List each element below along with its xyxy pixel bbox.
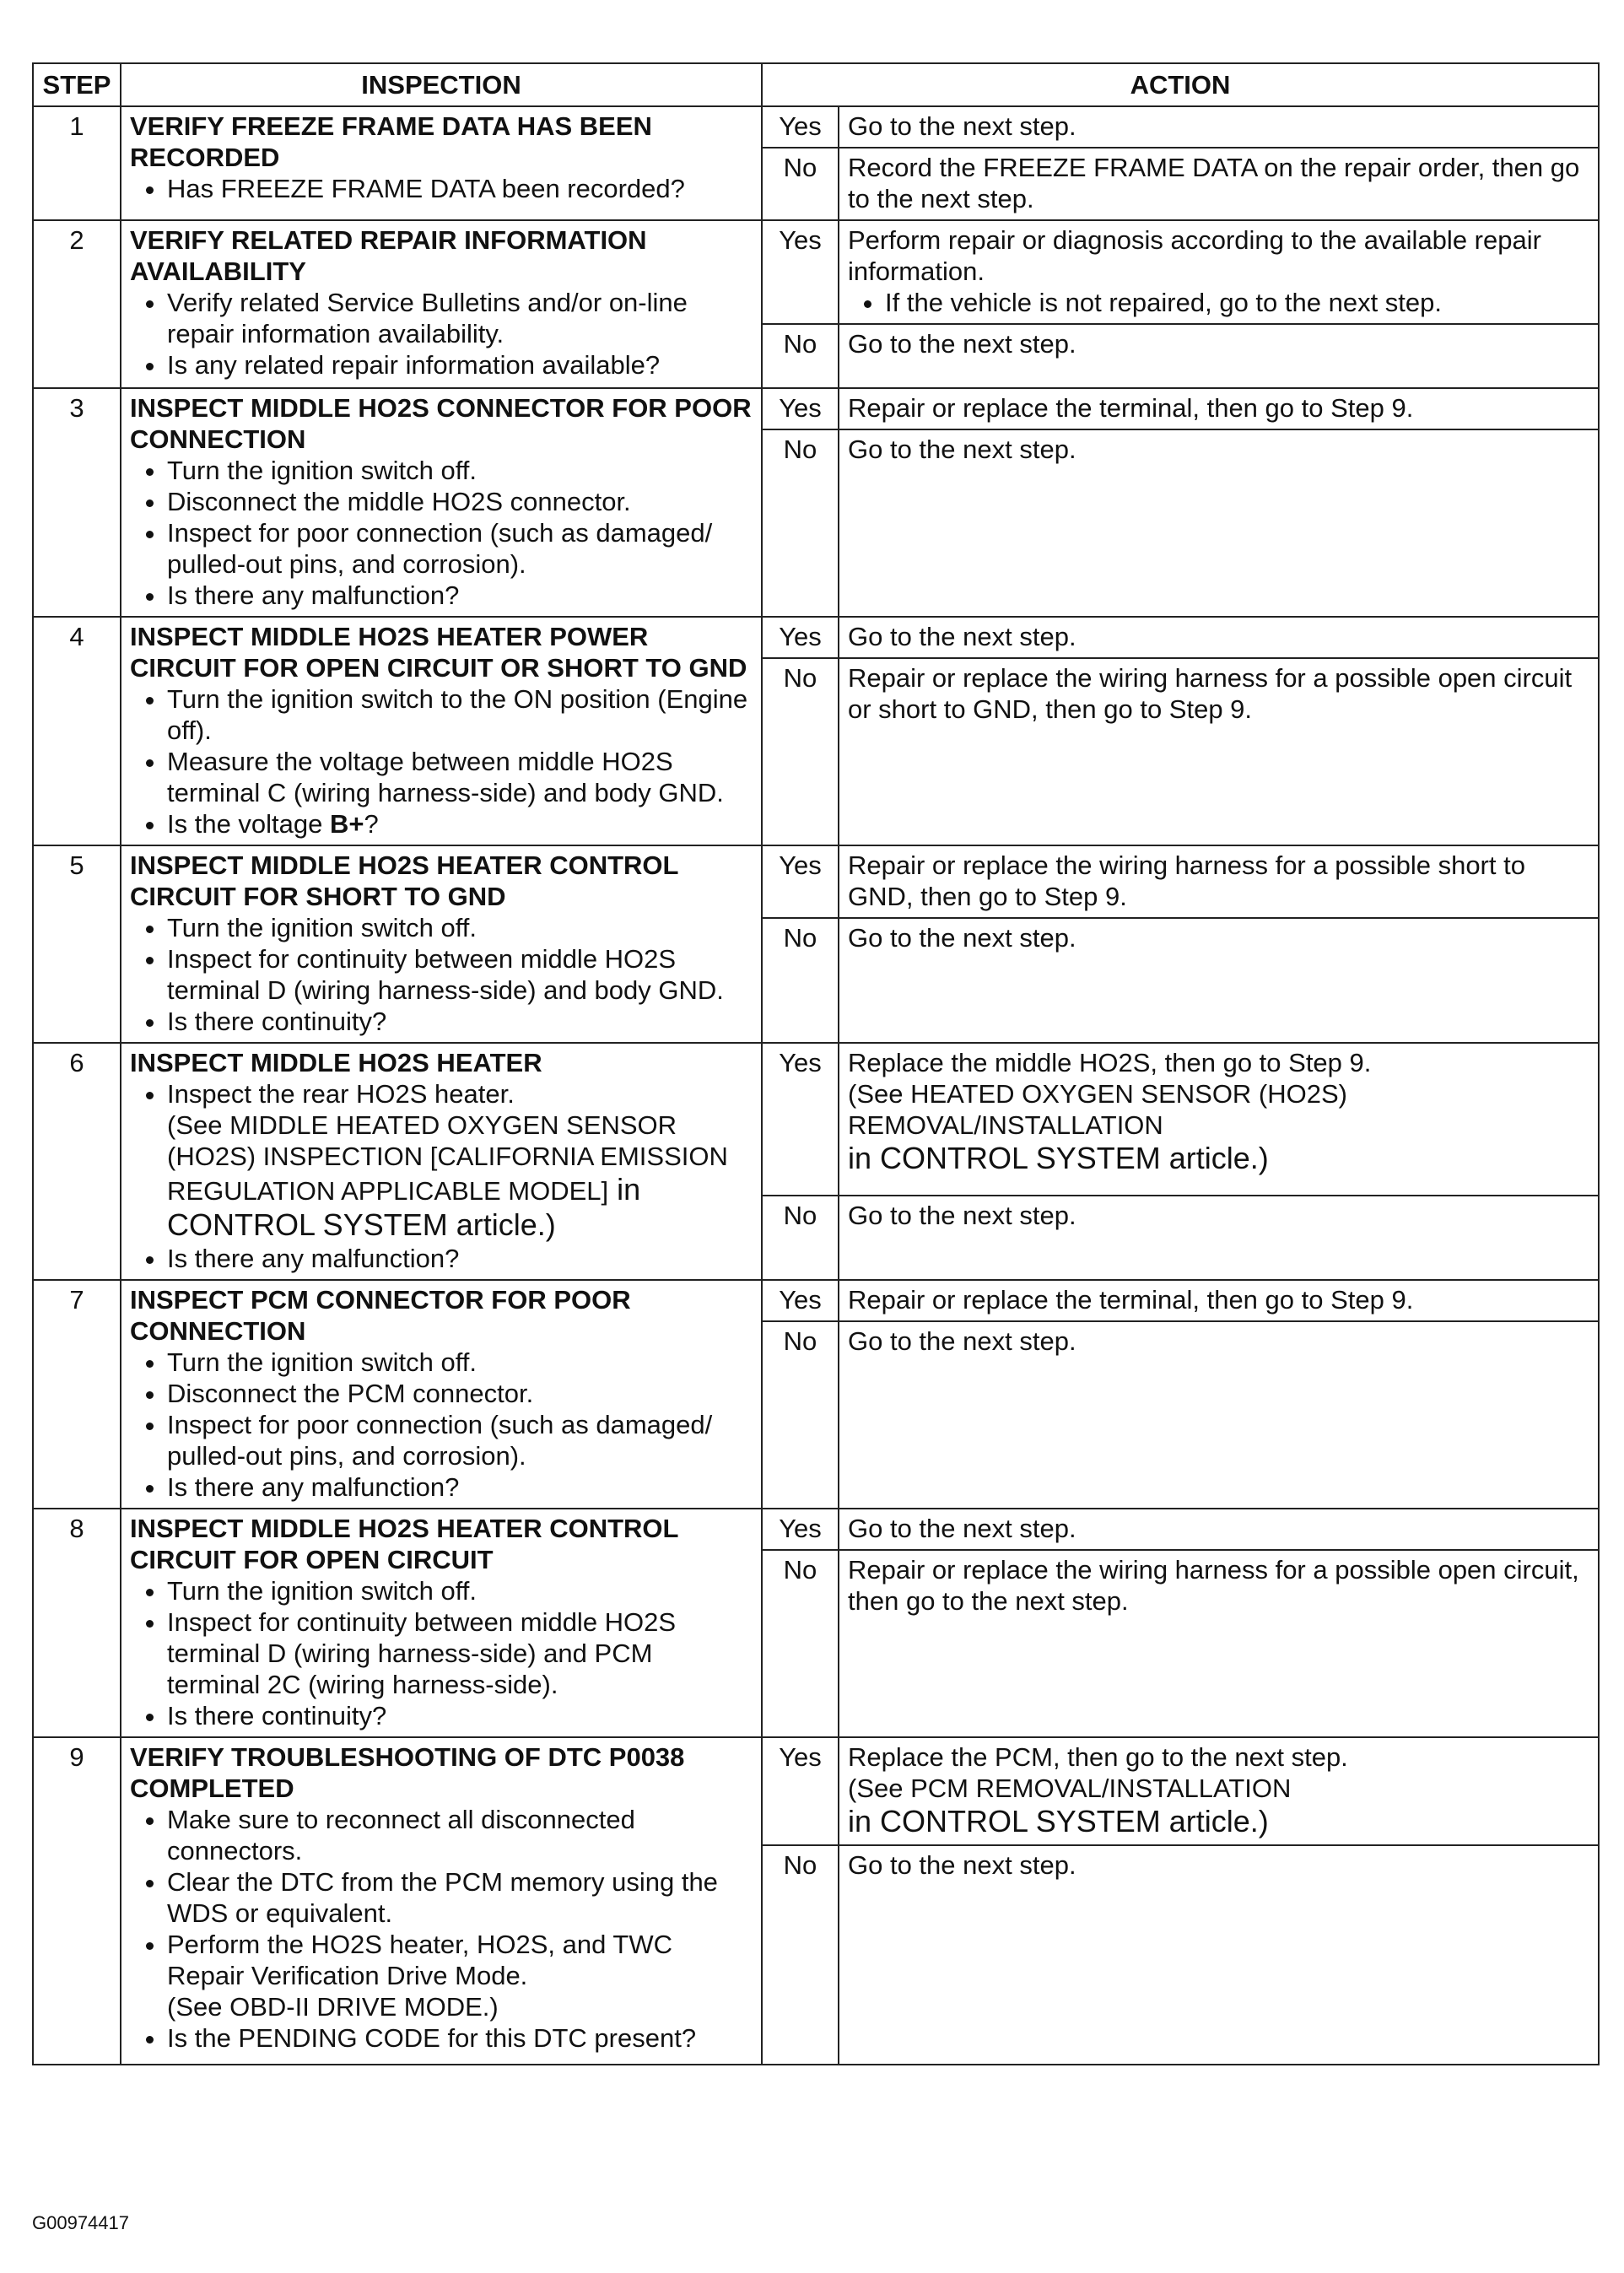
table-row (33, 1737, 1599, 1845)
inspection-item-bold: B+ (330, 809, 364, 839)
inspection-item: • Inspect for poor connection (such as damaged/ pulled-out pins, and corrosion). (167, 517, 753, 580)
yes-action: Repair or replace the terminal, then go to Step 9. (839, 1280, 1599, 1321)
no-action: Go to the next step. (839, 429, 1599, 617)
yes-action-list (848, 287, 1589, 318)
step-number: 1 (33, 106, 121, 220)
inspection-item-suffix: ? (364, 809, 379, 839)
yes-action-item: • If the vehicle is not repaired, go to the next step. (885, 287, 1589, 318)
inspection-item: • Is there continuity? (167, 1006, 753, 1037)
inspection-item: • Is there any malfunction? (167, 580, 753, 611)
inspection-item (167, 1078, 753, 1243)
inspection-item: • Turn the ignition switch off. (167, 912, 753, 943)
no-action: Go to the next step. (839, 324, 1599, 388)
inspection-cell (121, 617, 762, 845)
no-action: Go to the next step. (839, 1321, 1599, 1509)
inspection-item: • Clear the DTC from the PCM memory using the WDS or equivalent. (167, 1866, 753, 1929)
yes-action: Repair or replace the wiring harness for a possible short to GND, then go to Step 9. (839, 845, 1599, 918)
yes-label: Yes (762, 845, 839, 918)
step-number: 8 (33, 1509, 121, 1737)
table-row (33, 845, 1599, 918)
yes-label: Yes (762, 220, 839, 324)
inspection-item: • Turn the ignition switch off. (167, 1347, 753, 1378)
table-row (33, 1509, 1599, 1550)
inspection-cell (121, 1509, 762, 1737)
inspection-list (130, 1078, 753, 1274)
yes-action-text: Replace the middle HO2S, then go to Step 9. (848, 1048, 1372, 1077)
inspection-item: • Is there continuity? (167, 1700, 753, 1731)
figure-code: G00974417 (32, 2212, 129, 2233)
yes-action (839, 1737, 1599, 1845)
inspection-cell (121, 1043, 762, 1280)
yes-action: Go to the next step. (839, 1509, 1599, 1550)
inspection-title: INSPECT MIDDLE HO2S HEATER (130, 1048, 542, 1077)
step-number: 4 (33, 617, 121, 845)
inspection-list (130, 455, 753, 611)
yes-action-article: in CONTROL SYSTEM article.) (848, 1141, 1269, 1175)
no-label: No (762, 1196, 839, 1280)
no-action: Go to the next step. (839, 1196, 1599, 1280)
inspection-title: INSPECT MIDDLE HO2S CONNECTOR FOR POOR CONNECTION (130, 393, 752, 454)
table-row (33, 1280, 1599, 1321)
table-row (33, 106, 1599, 148)
inspection-cell (121, 388, 762, 617)
inspection-list (130, 1347, 753, 1503)
no-action: Repair or replace the wiring harness for a possible open circuit or short to GND, then go to Step 9. (839, 658, 1599, 845)
no-action: Go to the next step. (839, 918, 1599, 1043)
inspection-item: • Turn the ignition switch off. (167, 455, 753, 486)
header-step: STEP (33, 63, 121, 106)
no-label: No (762, 658, 839, 845)
step-number: 7 (33, 1280, 121, 1509)
inspection-title: INSPECT MIDDLE HO2S HEATER CONTROL CIRCUIT FOR SHORT TO GND (130, 850, 678, 911)
inspection-item: • Has FREEZE FRAME DATA been recorded? (167, 173, 753, 204)
yes-label: Yes (762, 617, 839, 658)
inspection-cell (121, 1280, 762, 1509)
no-label: No (762, 918, 839, 1043)
inspection-item: • Measure the voltage between middle HO2S terminal C (wiring harness-side) and body GND. (167, 746, 753, 808)
no-action: Repair or replace the wiring harness for a possible open circuit, then go to the next step. (839, 1550, 1599, 1737)
no-action: Go to the next step. (839, 1845, 1599, 2065)
step-number: 6 (33, 1043, 121, 1280)
inspection-item (167, 1929, 753, 2022)
yes-label: Yes (762, 106, 839, 148)
inspection-cell (121, 220, 762, 388)
yes-label: Yes (762, 1280, 839, 1321)
inspection-item-text: • Inspect the rear HO2S heater. (167, 1079, 515, 1109)
yes-action: Go to the next step. (839, 106, 1599, 148)
inspection-title: INSPECT MIDDLE HO2S HEATER POWER CIRCUIT FOR OPEN CIRCUIT OR SHORT TO GND (130, 622, 747, 683)
inspection-item: • Inspect for continuity between middle HO2S terminal D (wiring harness-side) and body GND. (167, 943, 753, 1006)
inspection-item (167, 808, 753, 840)
no-label: No (762, 324, 839, 388)
inspection-item: • Is any related repair information available? (167, 349, 753, 381)
yes-label: Yes (762, 1737, 839, 1845)
inspection-list (130, 287, 753, 381)
table-row (33, 1043, 1599, 1196)
yes-label: Yes (762, 1509, 839, 1550)
inspection-title: VERIFY TROUBLESHOOTING OF DTC P0038 COMPLETED (130, 1742, 685, 1803)
yes-action-text: Perform repair or diagnosis according to the available repair information. (848, 225, 1541, 286)
no-label: No (762, 1550, 839, 1737)
inspection-item-text: • Perform the HO2S heater, HO2S, and TWC Repair Verification Drive Mode. (167, 1930, 673, 1990)
step-number: 2 (33, 220, 121, 388)
yes-action-article: in CONTROL SYSTEM article.) (848, 1804, 1269, 1838)
table-header-row (33, 63, 1599, 106)
inspection-title: INSPECT PCM CONNECTOR FOR POOR CONNECTION (130, 1285, 631, 1346)
inspection-cell (121, 845, 762, 1043)
header-inspection: INSPECTION (121, 63, 762, 106)
yes-action (839, 1043, 1599, 1196)
yes-action: Repair or replace the terminal, then go to Step 9. (839, 388, 1599, 429)
inspection-item: • Is the PENDING CODE for this DTC present? (167, 2022, 753, 2054)
no-label: No (762, 1845, 839, 2065)
inspection-list (130, 1575, 753, 1731)
inspection-title: VERIFY RELATED REPAIR INFORMATION AVAILABILITY (130, 225, 647, 286)
step-number: 5 (33, 845, 121, 1043)
inspection-list (130, 173, 753, 204)
inspection-item: • Turn the ignition switch off. (167, 1575, 753, 1606)
inspection-item: • Verify related Service Bulletins and/or on-line repair information availability. (167, 287, 753, 349)
yes-label: Yes (762, 1043, 839, 1196)
inspection-item: • Turn the ignition switch to the ON position (Engine off). (167, 683, 753, 746)
no-label: No (762, 429, 839, 617)
no-label: No (762, 1321, 839, 1509)
yes-label: Yes (762, 388, 839, 429)
inspection-item-reference: (See OBD-II DRIVE MODE.) (167, 1992, 499, 2022)
inspection-list (130, 683, 753, 840)
yes-action-text: Replace the PCM, then go to the next step. (848, 1742, 1348, 1772)
inspection-item: • Disconnect the PCM connector. (167, 1378, 753, 1409)
reference-text: (See MIDDLE HEATED OXYGEN SENSOR (HO2S) INSPECTION [CALIFORNIA EMISSION REGULATION APPLICABLE MODEL] (167, 1110, 728, 1206)
table-row (33, 617, 1599, 658)
header-action: ACTION (762, 63, 1599, 106)
no-label: No (762, 148, 839, 220)
reference-article: in CONTROL SYSTEM article.) (167, 1172, 641, 1242)
inspection-item: • Is there any malfunction? (167, 1243, 753, 1274)
yes-action-reference: (See PCM REMOVAL/INSTALLATION (848, 1774, 1292, 1803)
step-number: 9 (33, 1737, 121, 2065)
step-number: 3 (33, 388, 121, 617)
inspection-list (130, 912, 753, 1037)
inspection-item-text: Is the voltage (167, 809, 331, 839)
yes-action-reference: (See HEATED OXYGEN SENSOR (HO2S) REMOVAL/INSTALLATION (848, 1079, 1347, 1140)
no-action: Record the FREEZE FRAME DATA on the repair order, then go to the next step. (839, 148, 1599, 220)
inspection-cell (121, 106, 762, 220)
inspection-item: • Disconnect the middle HO2S connector. (167, 486, 753, 517)
inspection-title: VERIFY FREEZE FRAME DATA HAS BEEN RECORDED (130, 111, 652, 172)
inspection-title: INSPECT MIDDLE HO2S HEATER CONTROL CIRCUIT FOR OPEN CIRCUIT (130, 1514, 678, 1574)
inspection-item-reference (167, 1110, 753, 1243)
inspection-item: • Is there any malfunction? (167, 1471, 753, 1503)
table-row (33, 388, 1599, 429)
diagnostic-procedure-table (32, 62, 1600, 2065)
yes-action: Go to the next step. (839, 617, 1599, 658)
inspection-cell (121, 1737, 762, 2065)
inspection-item: • Inspect for continuity between middle HO2S terminal D (wiring harness-side) and PCM terminal 2C (wiring harness-side). (167, 1606, 753, 1700)
inspection-list (130, 1804, 753, 2054)
inspection-item: • Make sure to reconnect all disconnected connectors. (167, 1804, 753, 1866)
table-row (33, 220, 1599, 324)
inspection-item: • Inspect for poor connection (such as damaged/ pulled-out pins, and corrosion). (167, 1409, 753, 1471)
yes-action (839, 220, 1599, 324)
